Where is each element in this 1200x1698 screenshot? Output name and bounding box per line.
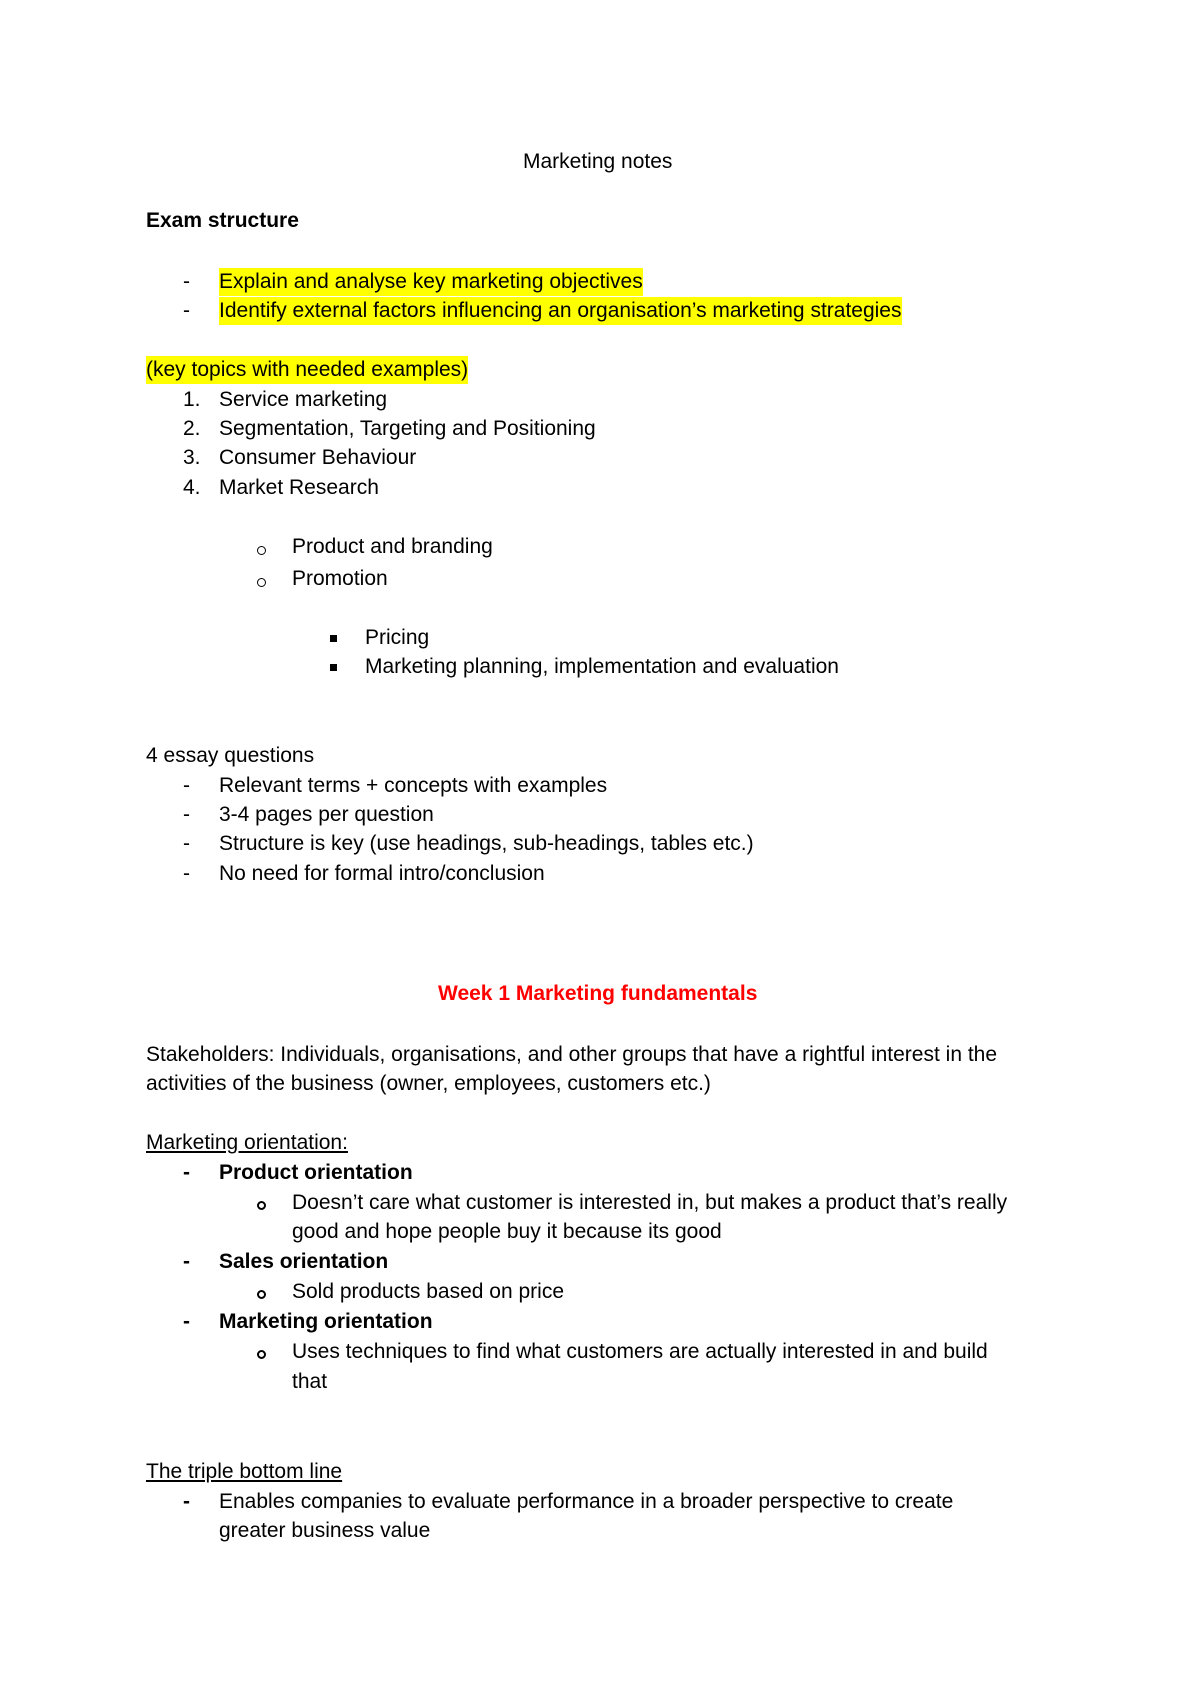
dash-bullet: - (183, 1490, 190, 1513)
dash-bullet: - (183, 862, 190, 885)
orientation-detail: Doesn’t care what customer is interested in, but makes a product that’s really (292, 1191, 1008, 1214)
objective-1: Explain and analyse key marketing objectives (219, 268, 643, 296)
dash-bullet: - (183, 270, 190, 293)
orientation-detail: good and hope people buy it because its good (292, 1220, 722, 1243)
essay-item: 3-4 pages per question (219, 803, 434, 826)
list-number: 4. (183, 476, 201, 499)
dash-bullet: - (183, 832, 190, 855)
orientation-detail: Sold products based on price (292, 1280, 565, 1303)
essay-item: Structure is key (use headings, sub-headings, tables etc.) (219, 832, 754, 855)
open-circle-bullet-icon (257, 546, 266, 555)
orientation-name: Sales orientation (219, 1250, 389, 1273)
week1-heading: Week 1 Marketing fundamentals (438, 982, 758, 1005)
open-circle-bullet-icon (257, 1290, 266, 1299)
dash-bullet: - (183, 1250, 190, 1273)
dash-bullet: - (183, 1161, 190, 1184)
topic-item: Consumer Behaviour (219, 446, 417, 469)
objective-2: Identify external factors influencing an organisation’s marketing strategies (219, 297, 902, 325)
essay-item: No need for formal intro/conclusion (219, 862, 545, 885)
open-circle-bullet-icon (257, 1201, 266, 1210)
subsubtopic-item: Marketing planning, implementation and evaluation (365, 655, 839, 678)
orientation-name: Marketing orientation (219, 1310, 433, 1333)
topic-item: Segmentation, Targeting and Positioning (219, 417, 596, 440)
exam-structure-heading: Exam structure (146, 209, 299, 232)
tbl-text: Enables companies to evaluate performance in a broader perspective to create (219, 1490, 954, 1513)
open-circle-bullet-icon (257, 1350, 266, 1359)
orientation-name: Product orientation (219, 1161, 413, 1184)
list-number: 1. (183, 388, 201, 411)
dash-bullet: - (183, 803, 190, 826)
essay-item: Relevant terms + concepts with examples (219, 774, 608, 797)
open-circle-bullet-icon (257, 578, 266, 587)
dash-bullet: - (183, 299, 190, 322)
topic-item: Market Research (219, 476, 379, 499)
orientation-heading: Marketing orientation: (146, 1131, 348, 1154)
square-bullet-icon (330, 635, 337, 642)
subsubtopic-item: Pricing (365, 626, 430, 649)
dash-bullet: - (183, 774, 190, 797)
dash-bullet: - (183, 1310, 190, 1333)
stakeholders-text: Stakeholders: Individuals, organisations, and other groups that have a rightful interest in the (146, 1043, 998, 1066)
orientation-detail: that (292, 1370, 328, 1393)
essay-heading: 4 essay questions (146, 744, 315, 767)
topic-item: Service marketing (219, 388, 388, 411)
triple-bottom-line-heading: The triple bottom line (146, 1460, 343, 1483)
orientation-detail: Uses techniques to find what customers are actually interested in and build (292, 1340, 988, 1363)
subtopic-item: Promotion (292, 567, 388, 590)
list-number: 2. (183, 417, 201, 440)
page-title: Marketing notes (523, 150, 673, 173)
key-topics-heading: (key topics with needed examples) (146, 356, 468, 384)
stakeholders-text: activities of the business (owner, employees, customers etc.) (146, 1072, 711, 1095)
tbl-text: greater business value (219, 1519, 431, 1542)
subtopic-item: Product and branding (292, 535, 493, 558)
square-bullet-icon (330, 664, 337, 671)
list-number: 3. (183, 446, 201, 469)
